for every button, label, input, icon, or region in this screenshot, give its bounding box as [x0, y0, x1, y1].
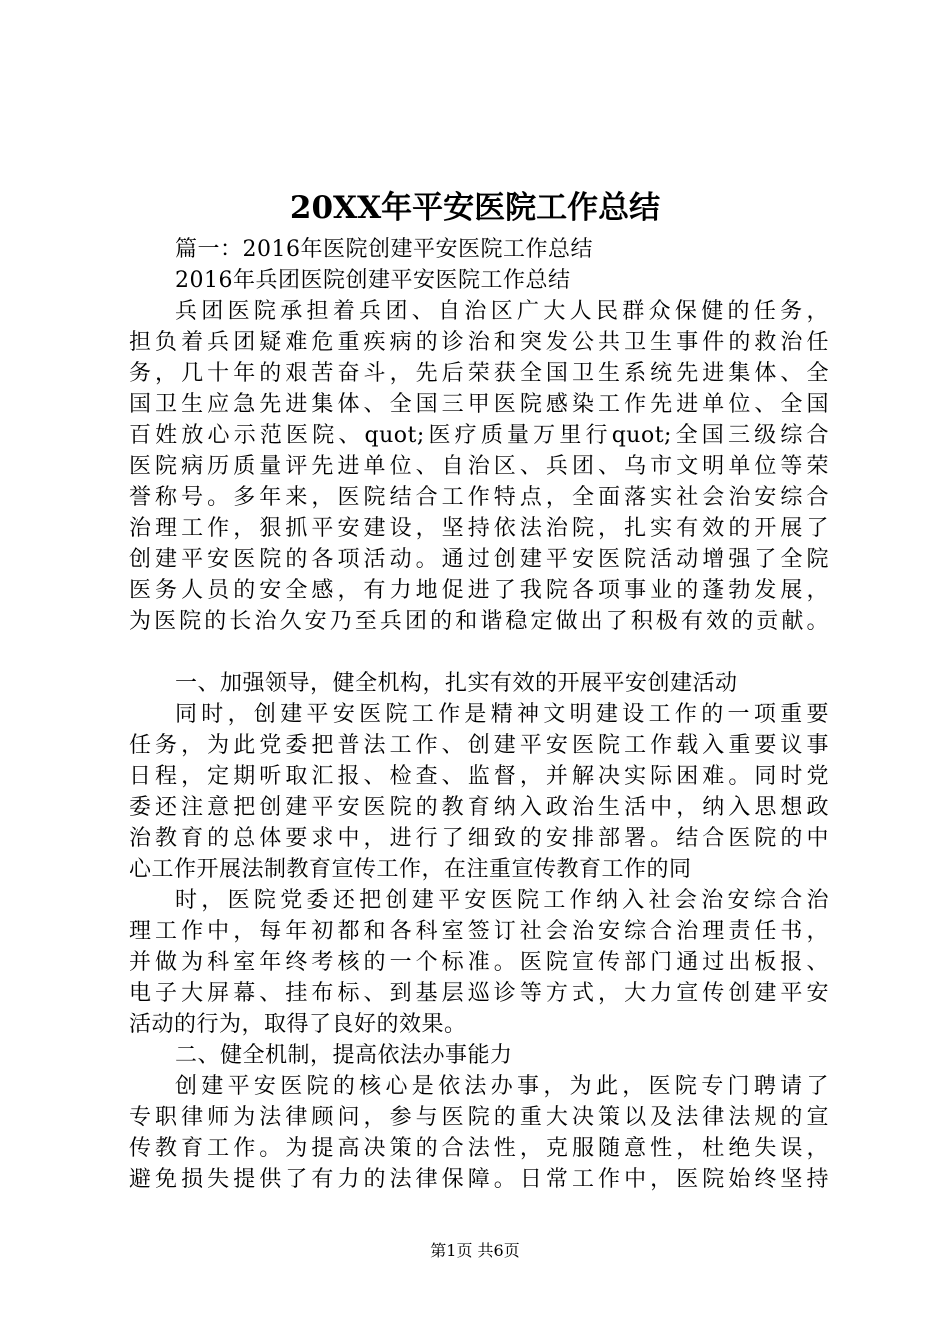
text-line: 任务，为此党委把普法工作、创建平安医院工作载入重要议事	[129, 733, 829, 758]
text-line: 医院病历质量评先进单位、自治区、兵团、乌市文明单位等荣	[129, 454, 829, 479]
text-line: 务，几十年的艰苦奋斗，先后荣获全国卫生系统先进集体、全	[129, 361, 829, 386]
text-line: 同时，创建平安医院工作是精神文明建设工作的一项重要	[175, 702, 829, 727]
text-line: 国卫生应急先进集体、全国三甲医院感染工作先进单位、全国	[129, 392, 829, 417]
page-title: 20XX年平安医院工作总结	[289, 190, 661, 226]
text-line: 医务人员的安全感，有力地促进了我院各项事业的蓬勃发展，	[129, 578, 829, 603]
text-line: 心工作开展法制教育宣传工作，在注重宣传教育工作的同	[129, 857, 692, 882]
section-heading: 一、加强领导，健全机构，扎实有效的开展平安创建活动	[175, 671, 738, 696]
text-line: 誉称号。多年来，医院结合工作特点，全面落实社会治安综合	[129, 485, 829, 510]
text-line: 活动的行为，取得了良好的效果。	[129, 1012, 467, 1037]
sub-title: 2016年兵团医院创建平安医院工作总结	[175, 268, 571, 293]
text-line: 专职律师为法律顾问，参与医院的重大决策以及法律法规的宣	[129, 1105, 829, 1130]
text-line: 避免损失提供了有力的法律保障。日常工作中，医院始终坚持	[129, 1167, 829, 1192]
text-line: 百姓放心示范医院、quot;医疗质量万里行quot;全国三级综合	[129, 423, 829, 448]
text-line: 兵团医院承担着兵团、自治区广大人民群众保健的任务，	[175, 299, 829, 324]
text-line: 日程，定期听取汇报、检查、监督，并解决实际困难。同时党	[129, 764, 829, 789]
text-line: 治教育的总体要求中，进行了细致的安排部署。结合医院的中	[129, 826, 829, 851]
text-line: 委还注意把创建平安医院的教育纳入政治生活中，纳入思想政	[129, 795, 829, 820]
text-line: 治理工作，狠抓平安建设，坚持依法治院，扎实有效的开展了	[129, 516, 829, 541]
text-line: 为医院的长治久安乃至兵团的和谐稳定做出了积极有效的贡献。	[129, 609, 829, 634]
paragraph-gap	[129, 637, 849, 668]
text-line: 时，医院党委还把创建平安医院工作纳入社会治安综合治	[175, 888, 829, 913]
section-heading: 二、健全机制，提高依法办事能力	[175, 1043, 513, 1068]
text-line: 电子大屏幕、挂布标、到基层巡诊等方式，大力宣传创建平安	[129, 981, 829, 1006]
document-body	[129, 234, 849, 1195]
page-footer: 第1页 共6页	[430, 1241, 520, 1260]
text-line: 并做为科室年终考核的一个标准。医院宣传部门通过出板报、	[129, 950, 829, 975]
text-line: 创建平安医院的各项活动。通过创建平安医院活动增强了全院	[129, 547, 829, 572]
text-line: 传教育工作。为提高决策的合法性，克服随意性，杜绝失误，	[129, 1136, 829, 1161]
text-line: 理工作中，每年初都和各科室签订社会治安综合治理责任书，	[129, 919, 829, 944]
text-line: 创建平安医院的核心是依法办事，为此，医院专门聘请了	[175, 1074, 829, 1099]
text-line: 担负着兵团疑难危重疾病的诊治和突发公共卫生事件的救治任	[129, 330, 829, 355]
section-heading: 篇一：2016年医院创建平安医院工作总结	[175, 237, 593, 262]
